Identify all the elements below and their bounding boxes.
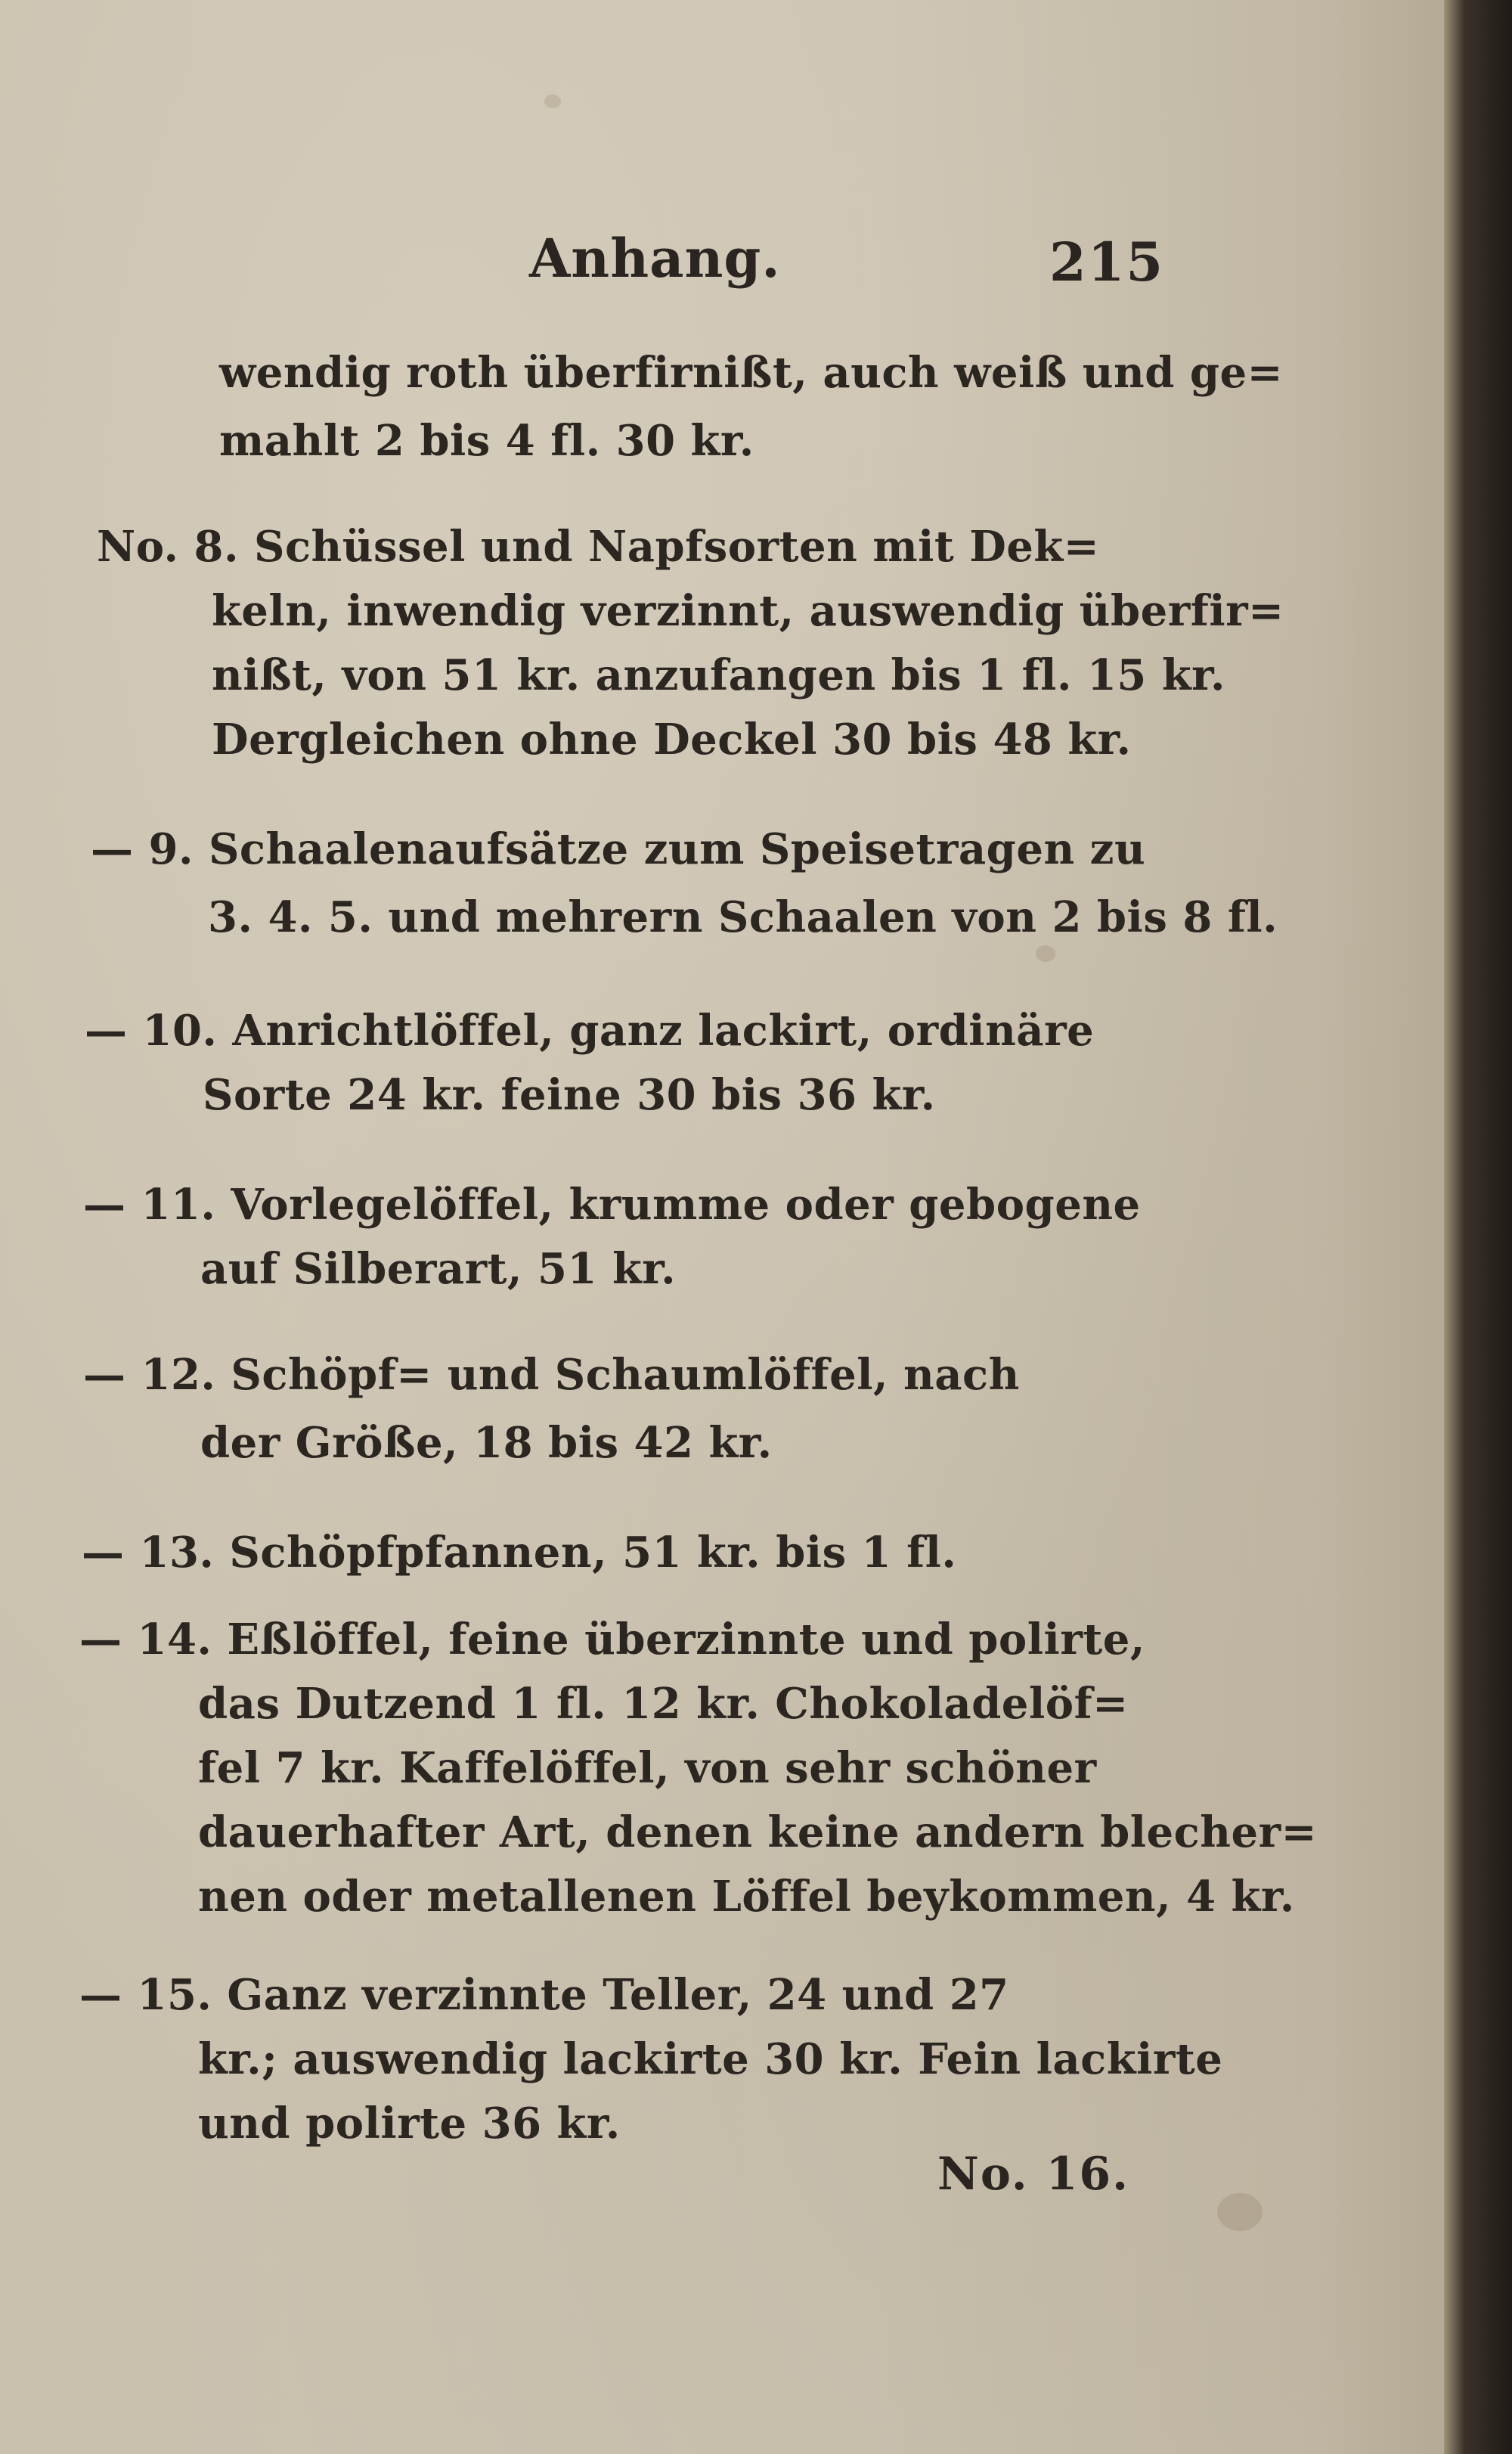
text-line: dauerhafter Art, denen keine andern blecher= (198, 1807, 1317, 1857)
text-line: mahlt 2 bis 4 fl. 30 kr. (219, 416, 754, 466)
text-line: — 13. Schöpfpfannen, 51 kr. bis 1 fl. (82, 1528, 957, 1578)
book-binding-edge (1444, 0, 1512, 2454)
page-number: 215 (1049, 231, 1165, 293)
text-line: kr.; auswendig lackirte 30 kr. Fein lackirte (198, 2034, 1223, 2084)
text-line: — 12. Schöpf= und Schaumlöffel, nach (83, 1350, 1020, 1400)
text-line: Dergleichen ohne Deckel 30 bis 48 kr. (212, 715, 1132, 765)
text-line: fel 7 kr. Kaffelöffel, von sehr schöner (198, 1743, 1097, 1793)
text-line: nißt, von 51 kr. anzufangen bis 1 fl. 15 kr. (212, 650, 1226, 700)
running-header-title: Anhang. (529, 227, 781, 290)
text-line: auf Silberart, 51 kr. (200, 1244, 677, 1294)
text-line: — 14. Eßlöffel, feine überzinnte und polirte, (79, 1615, 1145, 1664)
text-line: der Größe, 18 bis 42 kr. (200, 1418, 773, 1468)
text-line: und polirte 36 kr. (198, 2099, 621, 2148)
text-line: — 15. Ganz verzinnte Teller, 24 und 27 (79, 1970, 1009, 2020)
text-line: — 11. Vorlegelöffel, krumme oder gebogene (83, 1180, 1141, 1230)
text-line: das Dutzend 1 fl. 12 kr. Chokoladelöf= (198, 1679, 1129, 1729)
paper-stain (1036, 945, 1055, 962)
text-line: wendig roth überfirnißt, auch weiß und ge= (219, 348, 1284, 398)
text-line: No. 8. Schüssel und Napfsorten mit Dek= (97, 522, 1100, 572)
text-line: — 9. Schaalenaufsätze zum Speisetragen zu (91, 824, 1146, 874)
catchword: No. 16. (937, 2148, 1129, 2201)
text-line: — 10. Anrichtlöffel, ganz lackirt, ordinäre (85, 1006, 1095, 1056)
text-line: nen oder metallenen Löffel beykommen, 4 kr. (198, 1872, 1295, 1922)
paper-stain (544, 95, 561, 108)
paper-stain (1217, 2193, 1263, 2231)
text-line: Sorte 24 kr. feine 30 bis 36 kr. (203, 1070, 936, 1120)
text-line: keln, inwendig verzinnt, auswendig überfir= (212, 586, 1284, 636)
text-line: 3. 4. 5. und mehrern Schaalen von 2 bis 8 fl. (208, 892, 1278, 942)
